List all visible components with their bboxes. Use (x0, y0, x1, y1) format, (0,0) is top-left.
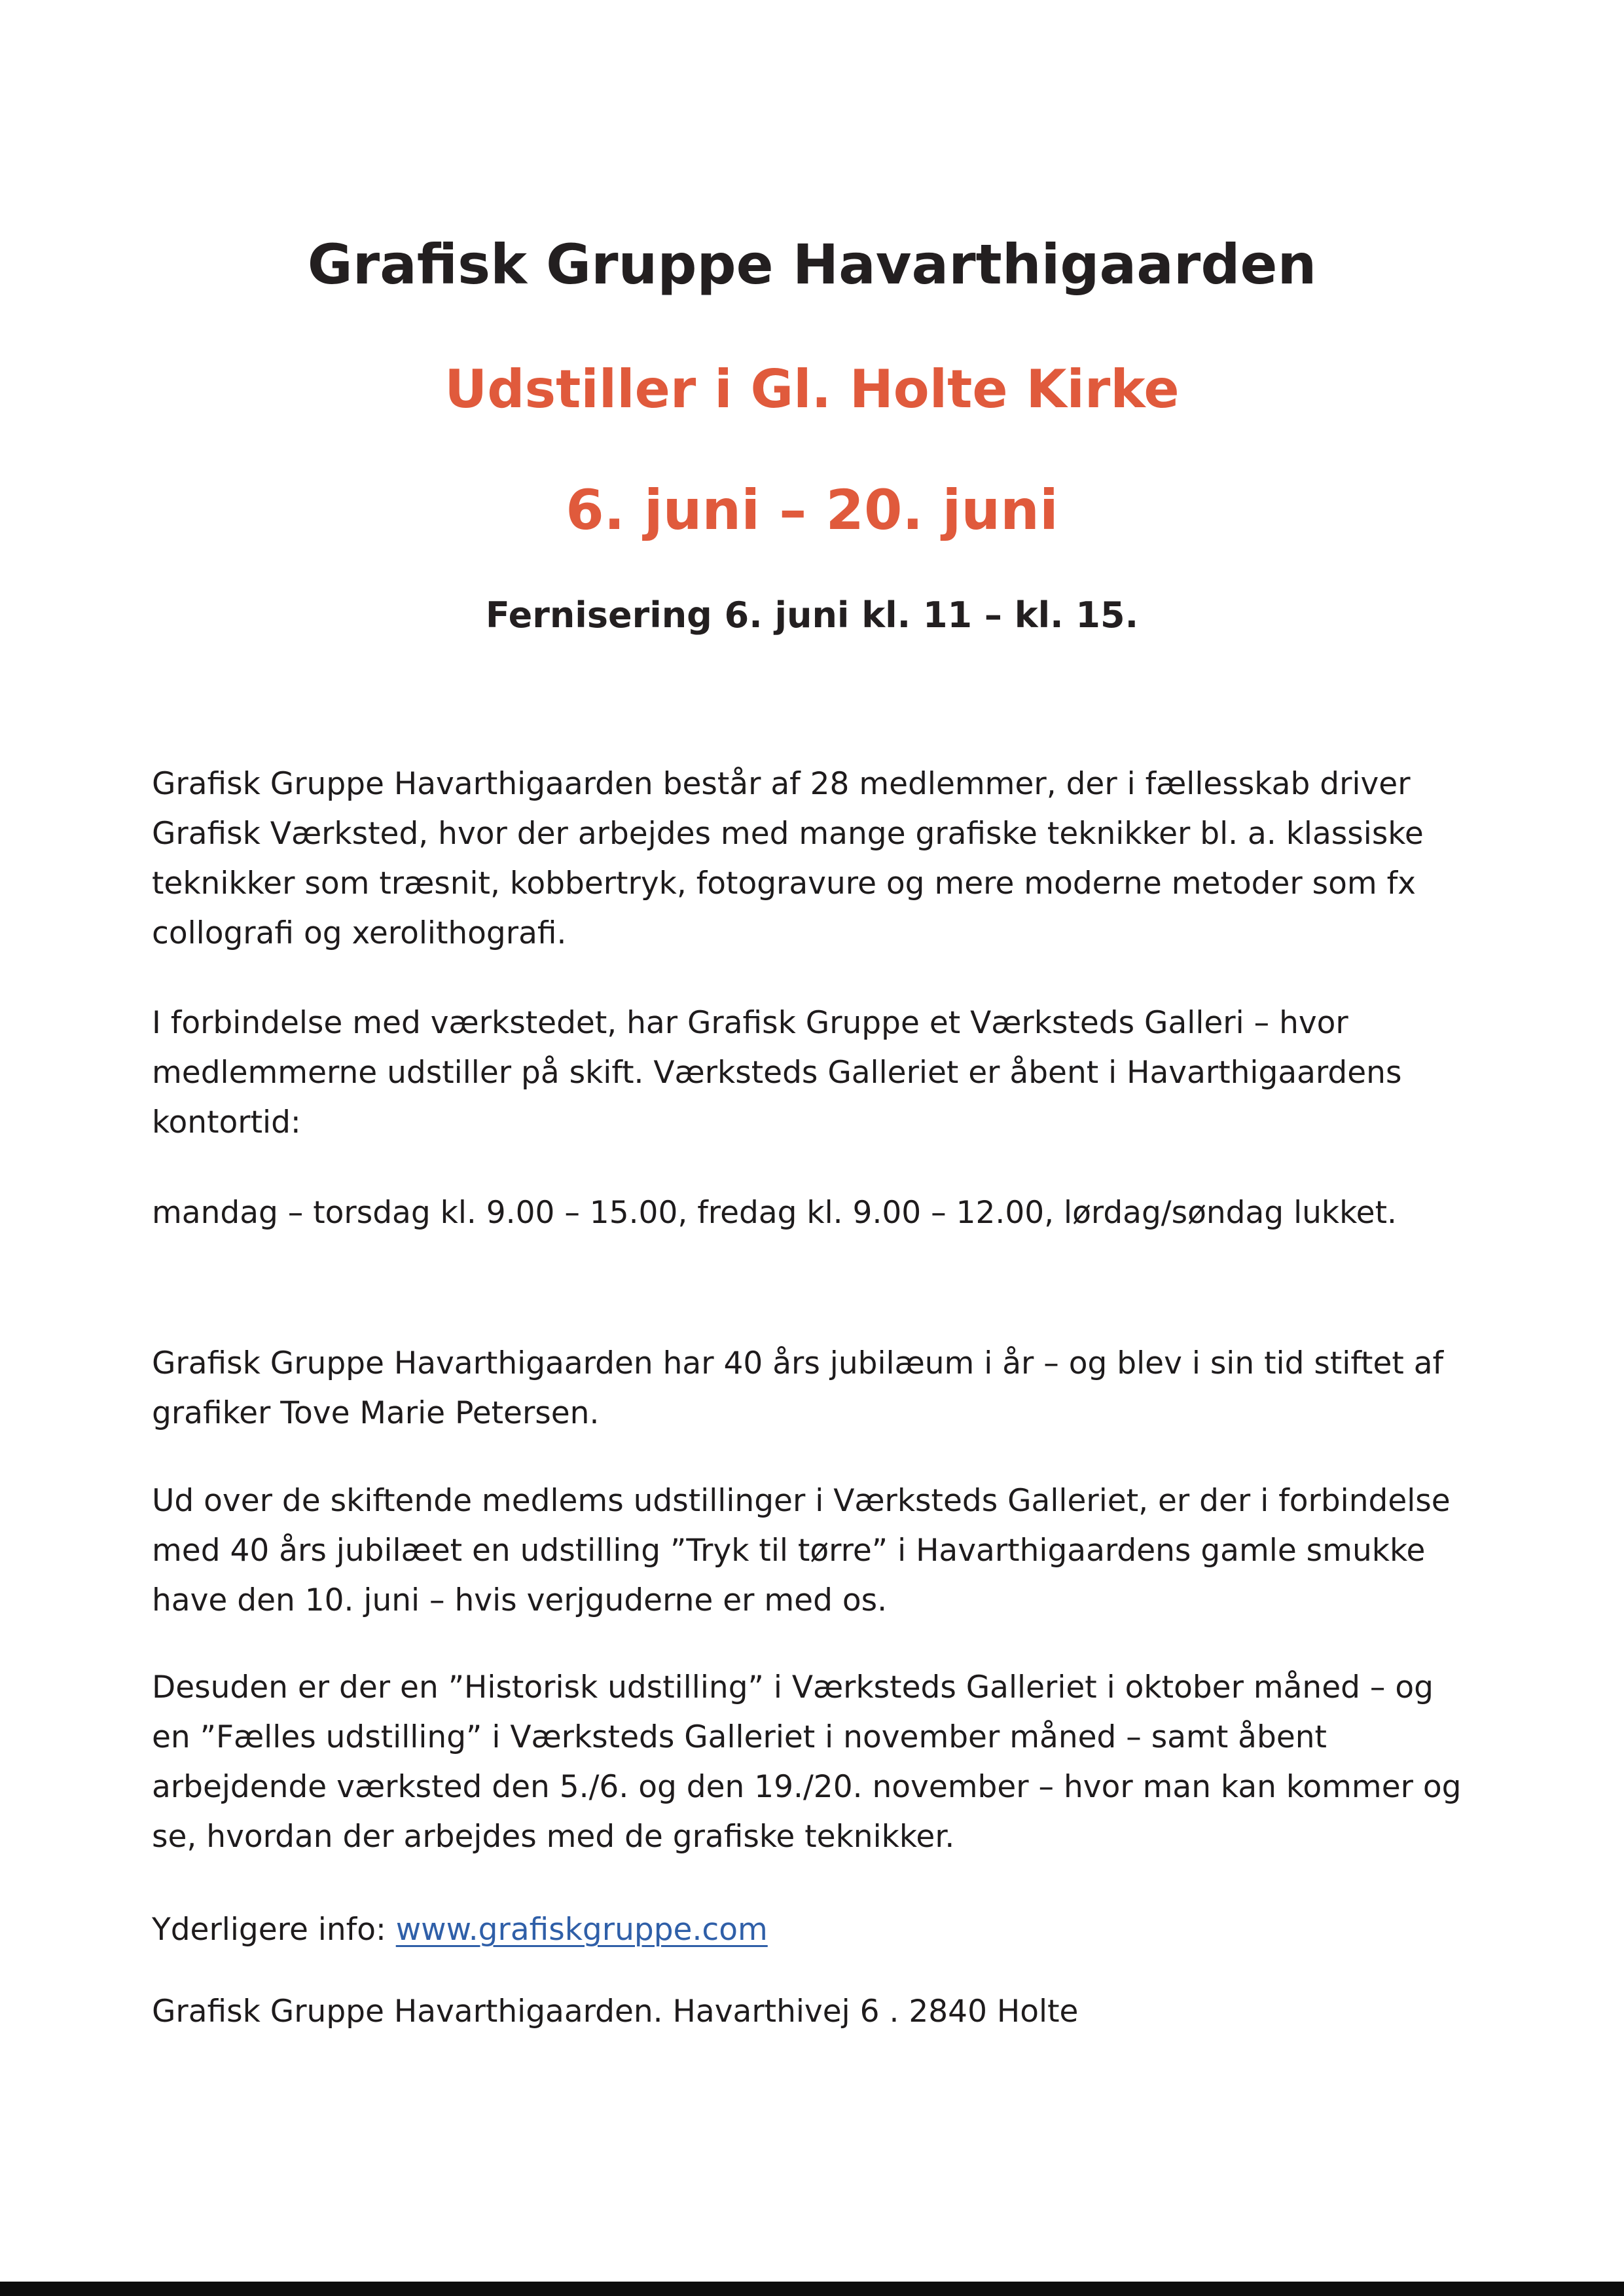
exhibition-dates: 6. juni – 20. juni (566, 478, 1058, 542)
scan-bottom-edge (0, 2282, 1624, 2296)
website-link[interactable]: www.grafiskgruppe.com (395, 1912, 768, 1948)
paragraph-jubilee-exhibition: Ud over de skiftende medlems udstillinger i Værksteds Galleriet, er der i forbindelse med 40 års jubilæet en udstilling ”Tryk til tørre” i Havarthigaardens gamle smukke have den 10. juni – hvis verjguderne er med os. (152, 1483, 1451, 1618)
more-info-line (152, 1905, 1468, 1955)
address-line: Grafisk Gruppe Havarthigaarden. Havarthivej 6 . 2840 Holte (152, 1994, 1079, 2030)
paragraph-about-group: Grafisk Gruppe Havarthigaarden består af 28 medlemmer, der i fællesskab driver Grafisk Værksted, hvor der arbejdes med mange grafiske teknikker bl. a. klassiske teknikker som træsnit, kobbertryk, fotogravure og mere moderne metoder som fx collografi og xerolithografi. (152, 766, 1424, 951)
paragraph-anniversary: Grafisk Gruppe Havarthigaarden har 40 års jubilæum i år – og blev i sin tid stiftet af grafiker Tove Marie Petersen. (152, 1345, 1444, 1431)
paragraph-opening-hours: mandag – torsdag kl. 9.00 – 15.00, fredag kl. 9.00 – 12.00, lørdag/søndag lukket. (152, 1195, 1397, 1231)
page-title: Grafisk Gruppe Havarthigaarden (307, 232, 1317, 297)
exhibition-subtitle: Udstiller i Gl. Holte Kirke (444, 359, 1180, 420)
more-info-label: Yderligere info: (152, 1912, 396, 1948)
paragraph-workshop-gallery: I forbindelse med værkstedet, har Grafisk Gruppe et Værksteds Galleri – hvor medlemmerne udstiller på skift. Værksteds Galleriet er åbent i Havarthigaardens kontortid: (152, 1005, 1402, 1140)
paragraph-further-exhibitions: Desuden er der en ”Historisk udstilling” i Værksteds Galleriet i oktober måned – og en ”Fælles udstilling” i Værksteds Galleriet i november måned – samt åbent arbejdende værksted den 5./6. og den 19./20. november – hvor man kan kommer og se, hvordan der arbejdes med de grafiske teknikker. (152, 1669, 1462, 1855)
opening-line: Fernisering 6. juni kl. 11 – kl. 15. (485, 594, 1139, 636)
